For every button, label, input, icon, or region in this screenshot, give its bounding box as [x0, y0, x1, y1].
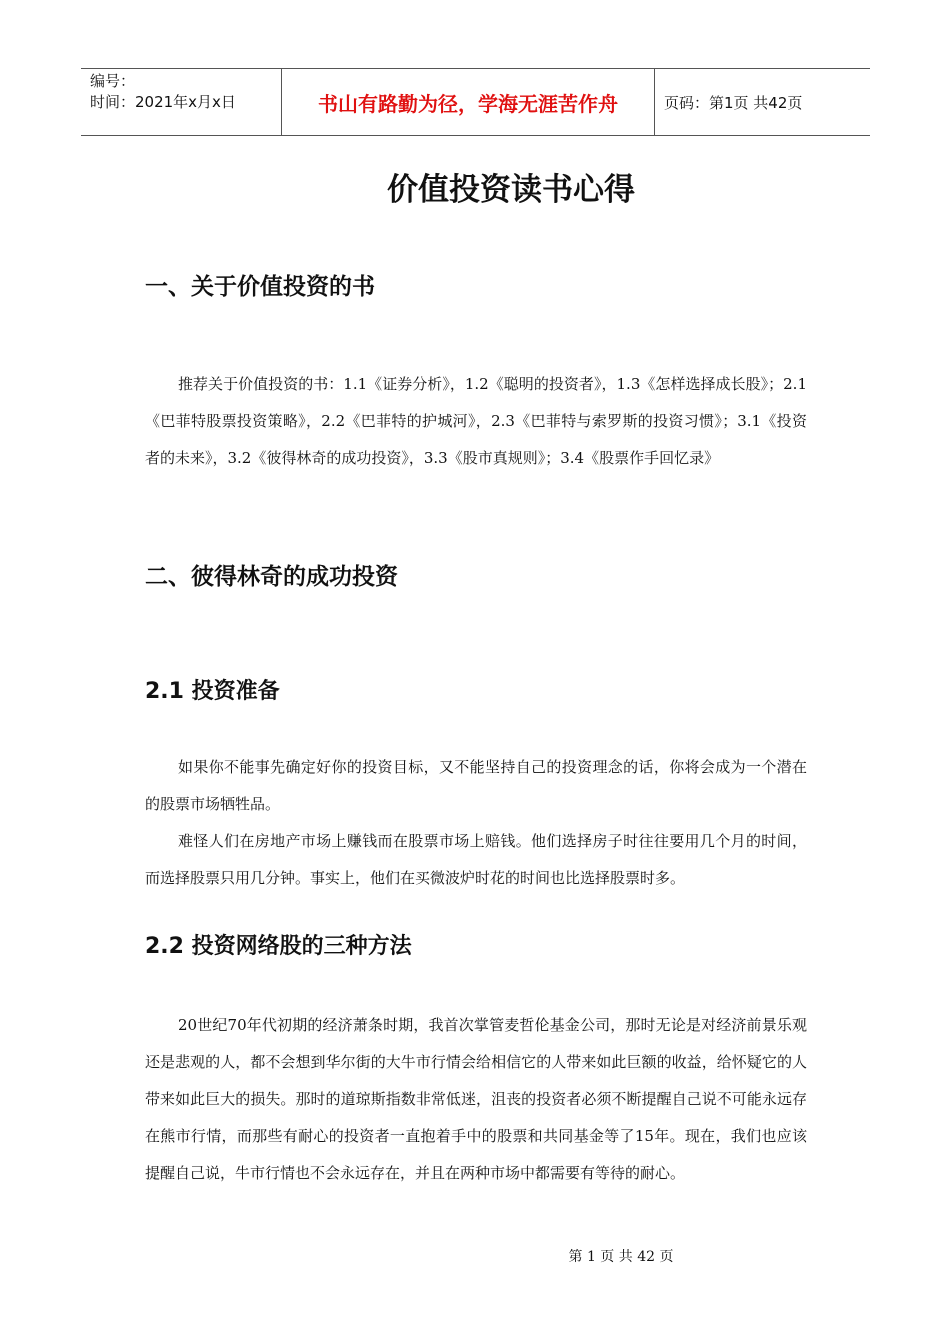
section1-paragraph: 推荐关于价值投资的书：1.1《证券分析》，1.2《聪明的投资者》，1.3《怎样选择成长股》；2.1《巴菲特股票投资策略》，2.2《巴菲特的护城河》，2.3《巴菲特与索罗斯的投资习惯》；3.1《投资者的未来》，3.2《彼得林奇的成功投资》，3.3《股市真规则》；3.4《股票作手回忆录》 — [145, 375, 807, 467]
subsection-2-1-paragraph-2: 难怪人们在房地产市场上赚钱而在股票市场上赔钱。他们选择房子时往往要用几个月的时间，而选择股票只用几分钟。事实上，他们在买微波炉时花的时间也比选择股票时多。 — [145, 832, 807, 887]
subsection-2-1-paragraph-1: 如果你不能事先确定好你的投资目标，又不能坚持自己的投资理念的话，你将会成为一个潜在的股票市场牺牲品。 — [145, 758, 807, 813]
section1-heading: 一、关于价值投资的书 — [145, 274, 375, 300]
header-page-info: 页码：第1页 共42页 — [664, 93, 803, 112]
page-footer: 第 1 页 共 42 页 — [568, 1249, 674, 1265]
page-header — [81, 68, 870, 136]
section2-heading: 二、彼得林奇的成功投资 — [145, 564, 398, 590]
header-meta-cell — [81, 69, 282, 135]
header-number-label: 编号： — [90, 72, 136, 90]
subsection-2-2-heading: 2.2 投资网络股的三种方法 — [145, 934, 412, 959]
header-time-label: 时间：2021年x月x日 — [90, 93, 236, 111]
document-title: 价值投资读书心得 — [387, 172, 635, 208]
subsection-2-2-paragraph: 20世纪70年代初期的经济萧条时期，我首次掌管麦哲伦基金公司，那时无论是对经济前景乐观还是悲观的人，都不会想到华尔街的大牛市行情会给相信它的人带来如此巨额的收益，给怀疑它的人带来如此巨大的损失。那时的道琼斯指数非常低迷，沮丧的投资者必须不断提醒自己说不可能永远存在熊市行情，而那些有耐心的投资者一直抱着手中的股票和共同基金等了15年。现在，我们也应该提醒自己说，牛市行情也不会永远存在，并且在两种市场中都需要有等待的耐心。 — [145, 1016, 807, 1182]
header-motto: 书山有路勤为径，学海无涯苦作舟 — [282, 69, 655, 135]
subsection-2-1-heading: 2.1 投资准备 — [145, 679, 280, 704]
